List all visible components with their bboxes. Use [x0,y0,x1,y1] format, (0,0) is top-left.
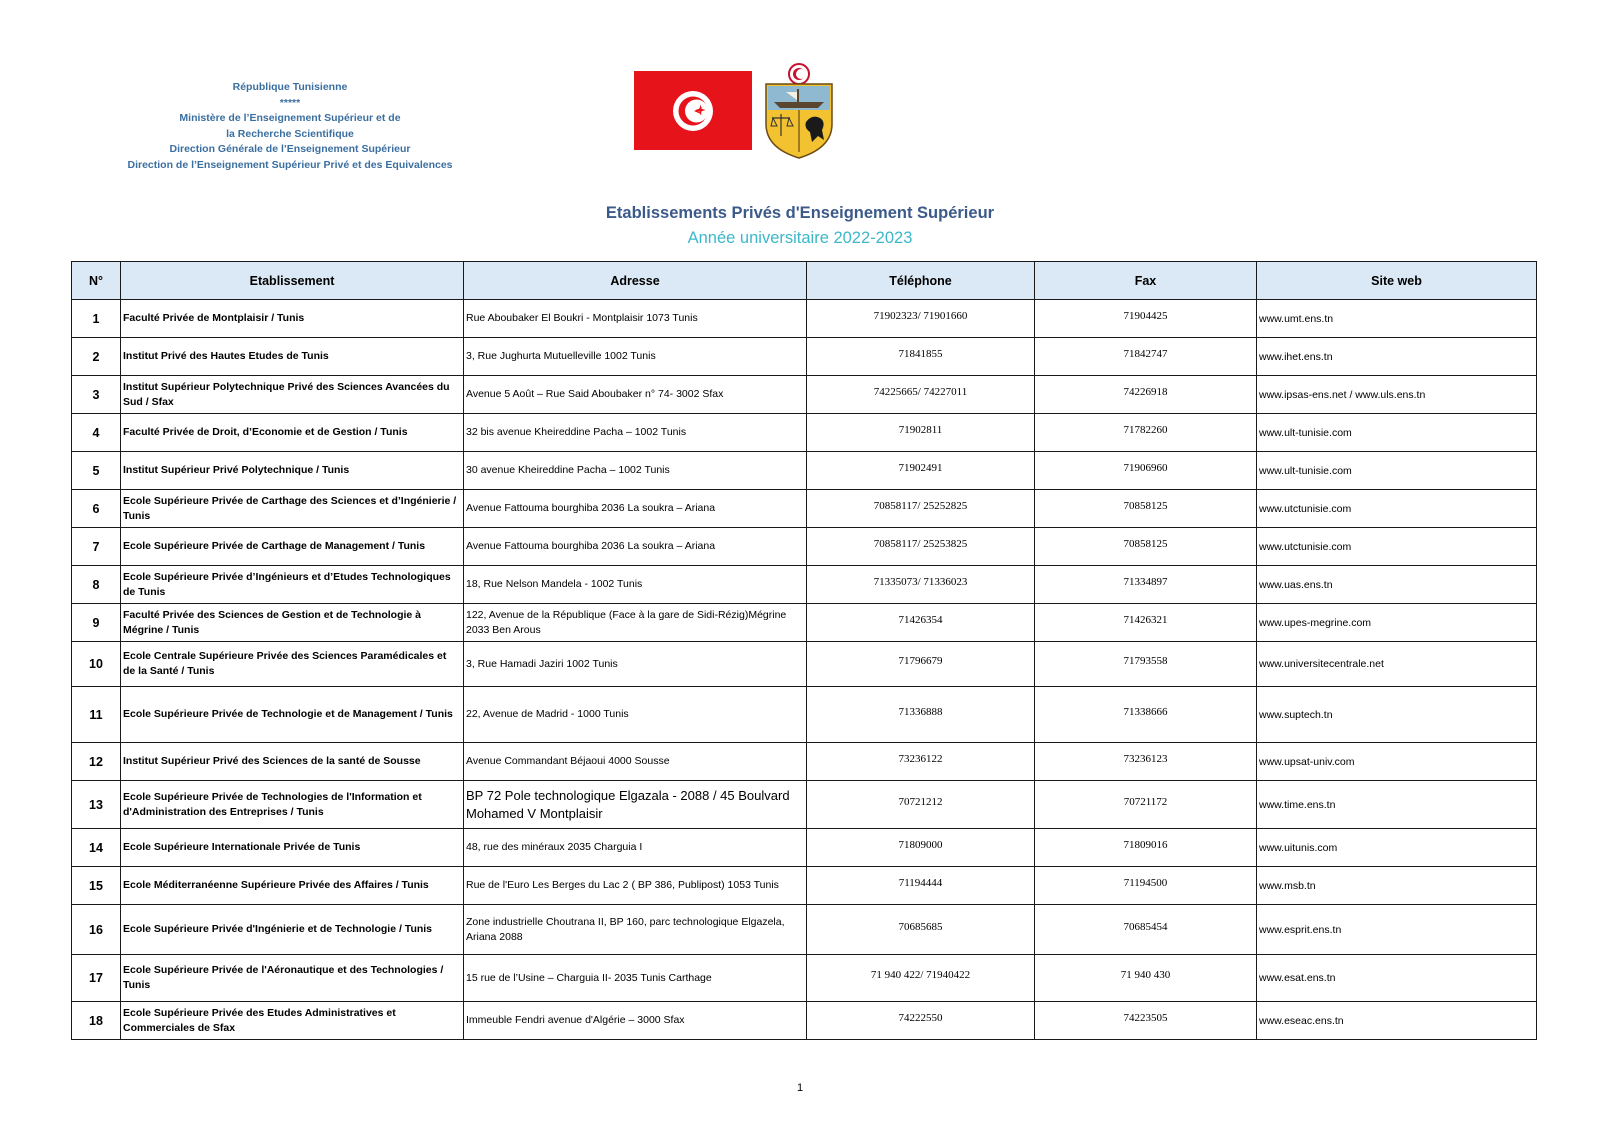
establishment-address: Rue Aboubaker El Boukri - Montplaisir 1073 Tunis [464,300,807,338]
table-row [72,604,1537,642]
row-number: 6 [72,490,121,528]
fax-number: 70721172 [1035,781,1257,829]
fax-number: 74226918 [1035,376,1257,414]
row-number: 2 [72,338,121,376]
establishment-name: Ecole Supérieure Privée de Carthage de Management / Tunis [121,528,464,566]
phone-number: 71426354 [807,604,1035,642]
establishment-address: Avenue 5 Août – Rue Said Aboubaker n° 74- 3002 Sfax [464,376,807,414]
website-link[interactable]: www.umt.ens.tn [1257,300,1537,338]
row-number: 4 [72,414,121,452]
row-number: 18 [72,1002,121,1040]
phone-number: 74222550 [807,1002,1035,1040]
establishment-name: Institut Supérieur Polytechnique Privé des Sciences Avancées du Sud / Sfax [121,376,464,414]
website-link[interactable]: www.eseac.ens.tn [1257,1002,1537,1040]
phone-number: 71335073/ 71336023 [807,566,1035,604]
establishment-name: Ecole Supérieure Privée de Carthage des Sciences et d’Ingénierie / Tunis [121,490,464,528]
phone-number: 70721212 [807,781,1035,829]
establishment-name: Institut Privé des Hautes Etudes de Tunis [121,338,464,376]
establishment-address: Immeuble Fendri avenue d'Algérie – 3000 Sfax [464,1002,807,1040]
fax-number: 71426321 [1035,604,1257,642]
ministry-line: ***** [279,96,301,109]
row-number: 15 [72,867,121,905]
row-number: 9 [72,604,121,642]
fax-number: 74223505 [1035,1002,1257,1040]
coat-of-arms-icon [760,62,838,160]
establishment-address: BP 72 Pole technologique Elgazala - 2088 / 45 Boulvard Mohamed V Montplaisir [464,781,807,829]
fax-number: 73236123 [1035,743,1257,781]
column-header-fax: Fax [1035,262,1257,300]
ministry-line: la Recherche Scientifique [226,127,354,140]
column-header-website: Site web [1257,262,1537,300]
column-header-num: N° [72,262,121,300]
table-row [72,687,1537,743]
website-link[interactable]: www.ult-tunisie.com [1257,452,1537,490]
website-link[interactable]: www.suptech.tn [1257,687,1537,743]
table-row [72,781,1537,829]
document-subtitle: Année universitaire 2022-2023 [687,229,913,247]
website-link[interactable]: www.ult-tunisie.com [1257,414,1537,452]
table-row [72,905,1537,955]
establishment-name: Institut Supérieur Privé des Sciences de la santé de Sousse [121,743,464,781]
establishment-address: 18, Rue Nelson Mandela - 1002 Tunis [464,566,807,604]
website-link[interactable]: www.msb.tn [1257,867,1537,905]
row-number: 5 [72,452,121,490]
phone-number: 74225665/ 74227011 [807,376,1035,414]
column-header-establishment: Etablissement [121,262,464,300]
ministry-header [100,80,480,173]
establishment-name: Ecole Supérieure Privée de Technologie et de Management / Tunis [121,687,464,743]
establishment-name: Ecole Supérieure Internationale Privée de Tunis [121,829,464,867]
fax-number: 71334897 [1035,566,1257,604]
row-number: 13 [72,781,121,829]
column-header-address: Adresse [464,262,807,300]
row-number: 3 [72,376,121,414]
table-row [72,1002,1537,1040]
establishment-address: 48, rue des minéraux 2035 Charguia I [464,829,807,867]
fax-number: 71338666 [1035,687,1257,743]
phone-number: 71194444 [807,867,1035,905]
website-link[interactable]: www.uas.ens.tn [1257,566,1537,604]
row-number: 1 [72,300,121,338]
website-link[interactable]: www.utctunisie.com [1257,528,1537,566]
fax-number: 70858125 [1035,528,1257,566]
website-link[interactable]: www.time.ens.tn [1257,781,1537,829]
fax-number: 71809016 [1035,829,1257,867]
establishment-name: Ecole Supérieure Privée d’Ingénieurs et d’Etudes Technologiques de Tunis [121,566,464,604]
establishment-name: Ecole Supérieure Privée des Etudes Administratives et Commerciales de Sfax [121,1002,464,1040]
establishment-name: Ecole Méditerranéenne Supérieure Privée des Affaires / Tunis [121,867,464,905]
establishment-address: Avenue Fattouma bourghiba 2036 La soukra – Ariana [464,528,807,566]
document-title: Etablissements Privés d'Enseignement Supérieur [605,204,995,222]
establishment-address: 3, Rue Jughurta Mutuelleville 1002 Tunis [464,338,807,376]
table-row [72,300,1537,338]
table-row [72,743,1537,781]
table-row [72,452,1537,490]
phone-number: 71 940 422/ 71940422 [807,955,1035,1002]
website-link[interactable]: www.uitunis.com [1257,829,1537,867]
row-number: 17 [72,955,121,1002]
row-number: 8 [72,566,121,604]
establishment-name: Ecole Supérieure Privée de l'Aéronautique et des Technologies / Tunis [121,955,464,1002]
establishment-name: Faculté Privée des Sciences de Gestion et de Technologie à Mégrine / Tunis [121,604,464,642]
phone-number: 71809000 [807,829,1035,867]
establishment-address: Avenue Fattouma bourghiba 2036 La soukra – Ariana [464,490,807,528]
table-row [72,338,1537,376]
row-number: 11 [72,687,121,743]
table-row [72,414,1537,452]
row-number: 12 [72,743,121,781]
website-link[interactable]: www.utctunisie.com [1257,490,1537,528]
establishment-address: Avenue Commandant Béjaoui 4000 Sousse [464,743,807,781]
website-link[interactable]: www.universitecentrale.net [1257,642,1537,687]
establishment-address: 30 avenue Kheireddine Pacha – 1002 Tunis [464,452,807,490]
row-number: 7 [72,528,121,566]
establishment-address: 122, Avenue de la République (Face à la gare de Sidi-Rézig)Mégrine 2033 Ben Arous [464,604,807,642]
phone-number: 71796679 [807,642,1035,687]
establishment-address: Zone industrielle Choutrana II, BP 160, parc technologique Elgazela, Ariana 2088 [464,905,807,955]
phone-number: 71841855 [807,338,1035,376]
fax-number: 71906960 [1035,452,1257,490]
row-number: 16 [72,905,121,955]
website-link[interactable]: www.ipsas-ens.net / www.uls.ens.tn [1257,376,1537,414]
establishment-address: 22, Avenue de Madrid - 1000 Tunis [464,687,807,743]
table-row [72,867,1537,905]
establishment-name: Faculté Privée de Droit, d’Economie et de Gestion / Tunis [121,414,464,452]
establishment-name: Ecole Centrale Supérieure Privée des Sciences Paramédicales et de la Santé / Tunis [121,642,464,687]
row-number: 10 [72,642,121,687]
column-header-phone: Téléphone [807,262,1035,300]
table-row [72,490,1537,528]
ministry-line: République Tunisienne [232,81,348,93]
ministry-line: Ministère de l’Enseignement Supérieur et de [179,112,401,124]
phone-number: 71902323/ 71901660 [807,300,1035,338]
website-link[interactable]: www.esat.ens.tn [1257,955,1537,1002]
establishment-address: 15 rue de l’Usine – Charguia II- 2035 Tunis Carthage [464,955,807,1002]
website-link[interactable]: www.upes-megrine.com [1257,604,1537,642]
fax-number: 70685454 [1035,905,1257,955]
phone-number: 71336888 [807,687,1035,743]
website-link[interactable]: www.ihet.ens.tn [1257,338,1537,376]
phone-number: 70685685 [807,905,1035,955]
establishment-name: Institut Supérieur Privé Polytechnique / Tunis [121,452,464,490]
fax-number: 71842747 [1035,338,1257,376]
establishment-address: 3, Rue Hamadi Jaziri 1002 Tunis [464,642,807,687]
phone-number: 73236122 [807,743,1035,781]
table-row [72,376,1537,414]
establishment-address: Rue de l'Euro Les Berges du Lac 2 ( BP 386, Publipost) 1053 Tunis [464,867,807,905]
establishments-table [71,261,1537,1040]
ministry-line: Direction de l’Enseignement Supérieur Privé et des Equivalences [127,158,453,171]
establishment-name: Ecole Supérieure Privée d'Ingénierie et de Technologie / Tunis [121,905,464,955]
fax-number: 71782260 [1035,414,1257,452]
table-row [72,829,1537,867]
phone-number: 70858117/ 25253825 [807,528,1035,566]
establishment-name: Ecole Supérieure Privée de Technologies de l'Information et d'Administration des Entreprises / Tunis [121,781,464,829]
table-row [72,566,1537,604]
table-header-row [72,262,1537,300]
row-number: 14 [72,829,121,867]
website-link[interactable]: www.esprit.ens.tn [1257,905,1537,955]
page-number: 1 [796,1082,804,1094]
establishment-address: 32 bis avenue Kheireddine Pacha – 1002 Tunis [464,414,807,452]
fax-number: 70858125 [1035,490,1257,528]
establishment-name: Faculté Privée de Montplaisir / Tunis [121,300,464,338]
phone-number: 70858117/ 25252825 [807,490,1035,528]
phone-number: 71902491 [807,452,1035,490]
fax-number: 71793558 [1035,642,1257,687]
table-row [72,528,1537,566]
ministry-line: Direction Générale de l’Enseignement Supérieur [169,143,411,155]
fax-number: 71194500 [1035,867,1257,905]
table-row [72,642,1537,687]
fax-number: 71904425 [1035,300,1257,338]
phone-number: 71902811 [807,414,1035,452]
tunisia-flag-icon [634,71,752,150]
table-row [72,955,1537,1002]
website-link[interactable]: www.upsat-univ.com [1257,743,1537,781]
fax-number: 71 940 430 [1035,955,1257,1002]
